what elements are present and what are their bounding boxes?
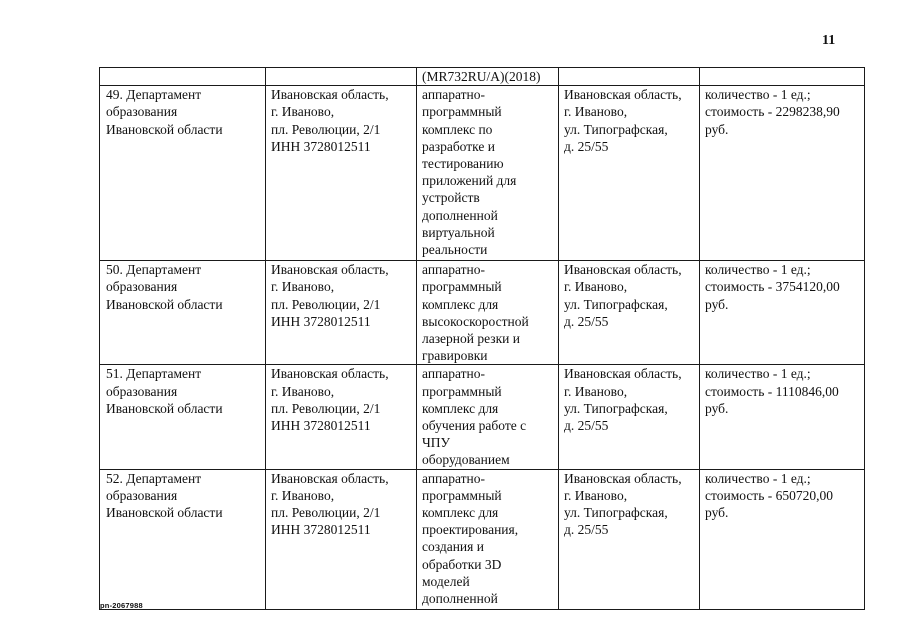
cell-item: аппаратно- программный комплекс для проектирования, создания и обработки 3D моделей дополненной — [417, 469, 559, 609]
cell-address — [266, 68, 417, 86]
cell-qty-cost: количество - 1 ед.; стоимость - 3754120,00 руб. — [700, 261, 865, 365]
cell-location — [559, 68, 700, 86]
cell-item: аппаратно- программный комплекс для обучения работе с ЧПУ оборудованием — [417, 365, 559, 469]
cell-qty-cost: количество - 1 ед.; стоимость - 2298238,90 руб. — [700, 86, 865, 261]
cell-org: 52. Департамент образования Ивановской области — [100, 469, 266, 609]
cell-location: Ивановская область, г. Иваново, ул. Типографская, д. 25/55 — [559, 261, 700, 365]
cell-qty-cost: количество - 1 ед.; стоимость - 1110846,00 руб. — [700, 365, 865, 469]
table-row — [100, 261, 865, 365]
footer-document-code: pn-2067988 — [100, 601, 143, 610]
cell-qty-cost — [700, 68, 865, 86]
table-row — [100, 469, 865, 609]
cell-item: (MR732RU/A)(2018) — [417, 68, 559, 86]
cell-org: 50. Департамент образования Ивановской области — [100, 261, 266, 365]
cell-org — [100, 68, 266, 86]
registry-table — [99, 67, 865, 610]
table-row — [100, 86, 865, 261]
cell-org: 49. Департамент образования Ивановской области — [100, 86, 266, 261]
cell-address: Ивановская область, г. Иваново, пл. Революции, 2/1 ИНН 3728012511 — [266, 86, 417, 261]
cell-location: Ивановская область, г. Иваново, ул. Типографская, д. 25/55 — [559, 86, 700, 261]
cell-item: аппаратно- программный комплекс для высокоскоростной лазерной резки и гравировки — [417, 261, 559, 365]
cell-address: Ивановская область, г. Иваново, пл. Революции, 2/1 ИНН 3728012511 — [266, 365, 417, 469]
cell-address: Ивановская область, г. Иваново, пл. Революции, 2/1 ИНН 3728012511 — [266, 469, 417, 609]
cell-location: Ивановская область, г. Иваново, ул. Типографская, д. 25/55 — [559, 365, 700, 469]
table-row — [100, 365, 865, 469]
cell-org: 51. Департамент образования Ивановской области — [100, 365, 266, 469]
cell-location: Ивановская область, г. Иваново, ул. Типографская, д. 25/55 — [559, 469, 700, 609]
page-number: 11 — [822, 33, 836, 48]
cell-qty-cost: количество - 1 ед.; стоимость - 650720,00 руб. — [700, 469, 865, 609]
continuation-row — [100, 68, 865, 86]
cell-address: Ивановская область, г. Иваново, пл. Революции, 2/1 ИНН 3728012511 — [266, 261, 417, 365]
cell-item: аппаратно- программный комплекс по разработке и тестированию приложений для устройств дополненной виртуальной реальности — [417, 86, 559, 261]
